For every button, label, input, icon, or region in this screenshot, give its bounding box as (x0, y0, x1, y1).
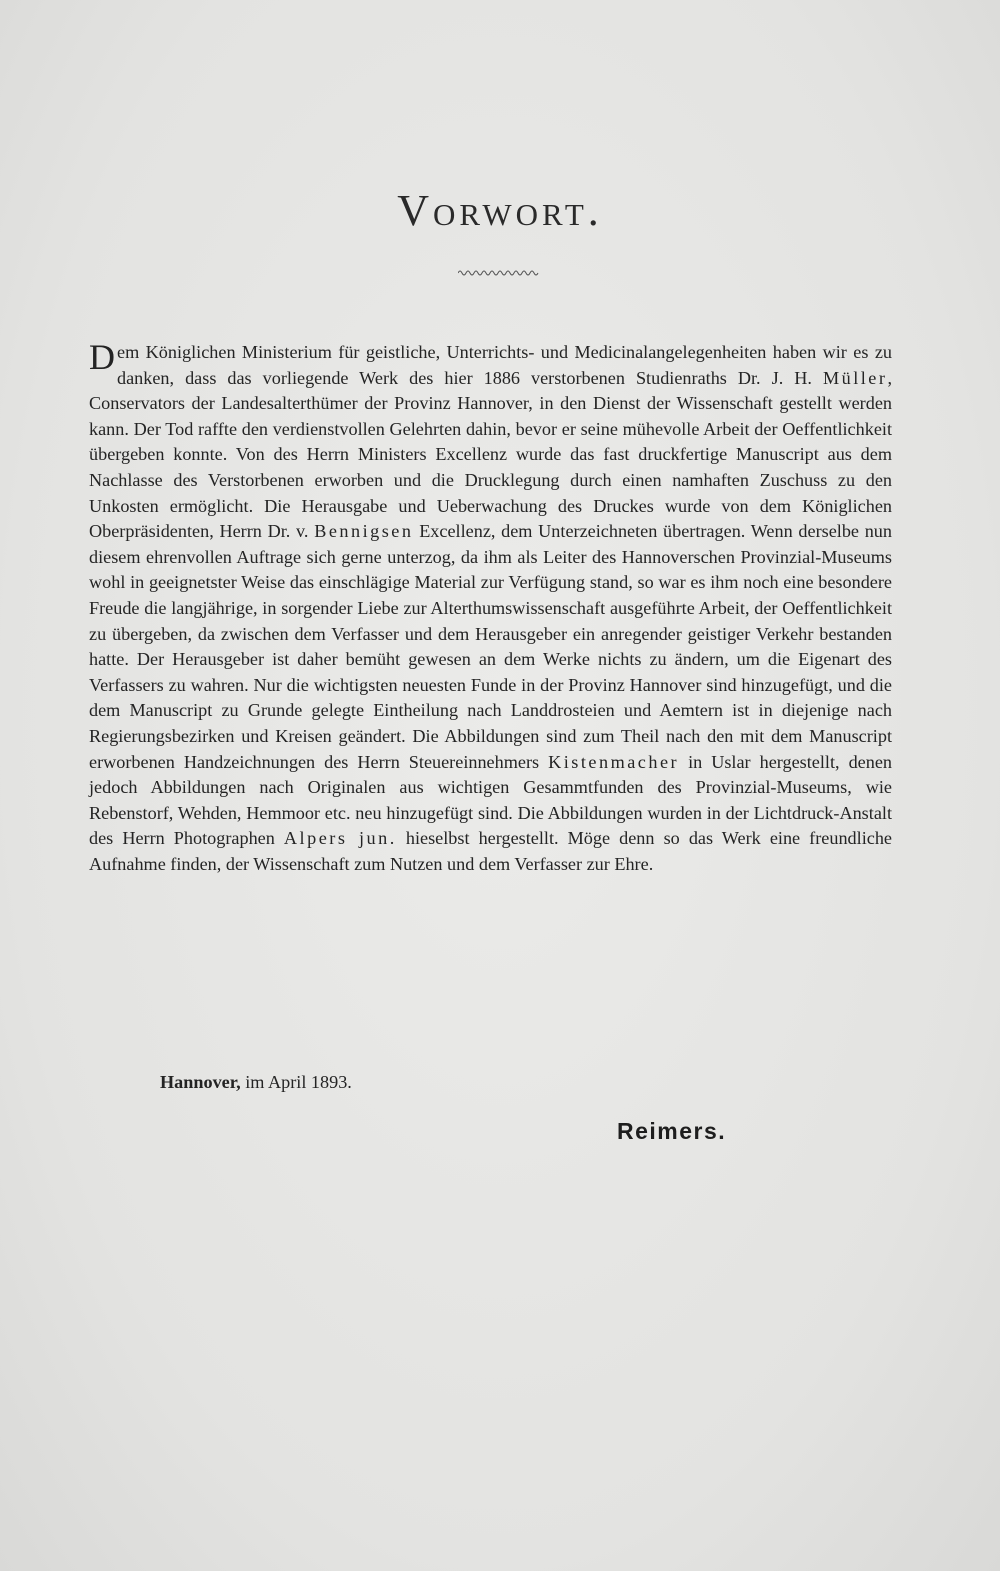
paragraph-segment: , Conservators der Landesalterthümer der Provinz Hannover, in den Dienst der Wissenschaft gestellt werden kann. Der Tod raffte den verdienstvollen Gelehrten dahin, bevor er seine mühevolle Arbeit der Oeffentlichkeit übergeben konnte. Von des Herrn Ministers Excellenz wurde das fast druckfertige Manuscript aus dem Nachlasse des Verstorbenen erworben und die Drucklegung durch einen namhaften Zuschuss zu den Unkosten ermöglicht. Die Herausgabe und Ueberwachung des Druckes wurde von dem Königlichen Oberpräsidenten, Herrn Dr. v. (89, 367, 892, 542)
paragraph-segment: Excellenz, dem Unterzeichneten übertragen. Wenn derselbe nun diesem ehrenvollen Auftrage sich gerne unterzog, da ihm als Leiter des Hannoverschen Provinzial-Museums wohl in geeignetster Weise das einschlägige Material zur Verfügung stand, so war es ihm noch eine besondere Freude die langjährige, in sorgender Liebe zur Alterthumswissenschaft ausgeführte Arbeit, der Oeffentlichkeit zu übergeben, da zwischen dem Verfasser und dem Herausgeber ein anregender geistiger Verkehr bestanden hatte. Der Herausgeber ist daher bemüht gewesen an dem Werke nichts zu ändern, um die Eigenart des Verfassers zu wahren. Nur die wichtigsten neuesten Funde in der Provinz Hannover sind hinzugefügt, und die dem Manuscript zu Grunde gelegte Eintheilung nach Landdrosteien und Aemtern ist in diejenige nach Regierungsbezirken und Kreisen geändert. Die Abbildungen sind zum Theil nach den mit dem Manuscript erworbenen Handzeichnungen des Herrn Steuereinnehmers (89, 521, 892, 772)
paragraph-segment: em Königlichen Ministerium für geistliche, Unterrichts- und Medicinalangelegenheiten haben wir es zu danken, dass das vorliegende Werk des hier 1886 verstorbenen Studienraths Dr. J. H. (117, 342, 892, 388)
drop-cap: D (89, 337, 115, 377)
paragraph-segment: hieselbst hergestellt. Möge denn so das Werk eine freundliche Aufnahme finden, der Wissenschaft zum Nutzen und dem Verfasser zur Ehre. (89, 828, 892, 874)
name-bennigsen: Bennigsen (314, 521, 414, 542)
place-and-date (160, 1072, 352, 1093)
wavy-rule-ornament (458, 268, 540, 278)
page-title: Vorwort. (397, 186, 603, 235)
author-name-mueller: Müller (822, 367, 888, 388)
place-name: Hannover, (160, 1072, 241, 1092)
date-text: im April 1893. (240, 1072, 352, 1092)
signature: Reimers. (617, 1118, 727, 1144)
foreword-paragraph (89, 337, 892, 877)
name-alpers: Alpers jun. (283, 828, 397, 849)
name-kistenmacher: Kistenmacher (548, 751, 680, 772)
paragraph-segment: in Uslar hergestellt, denen jedoch Abbildungen nach Originalen aus wichtigen Gesammtfunden des Provinzial-Museums, wie Rebenstorf, Wehden, Hemmoor etc. neu hinzugefügt sind. Die Abbildungen wurden in der Lichtdruck-Anstalt des Herrn Photographen (89, 751, 892, 849)
